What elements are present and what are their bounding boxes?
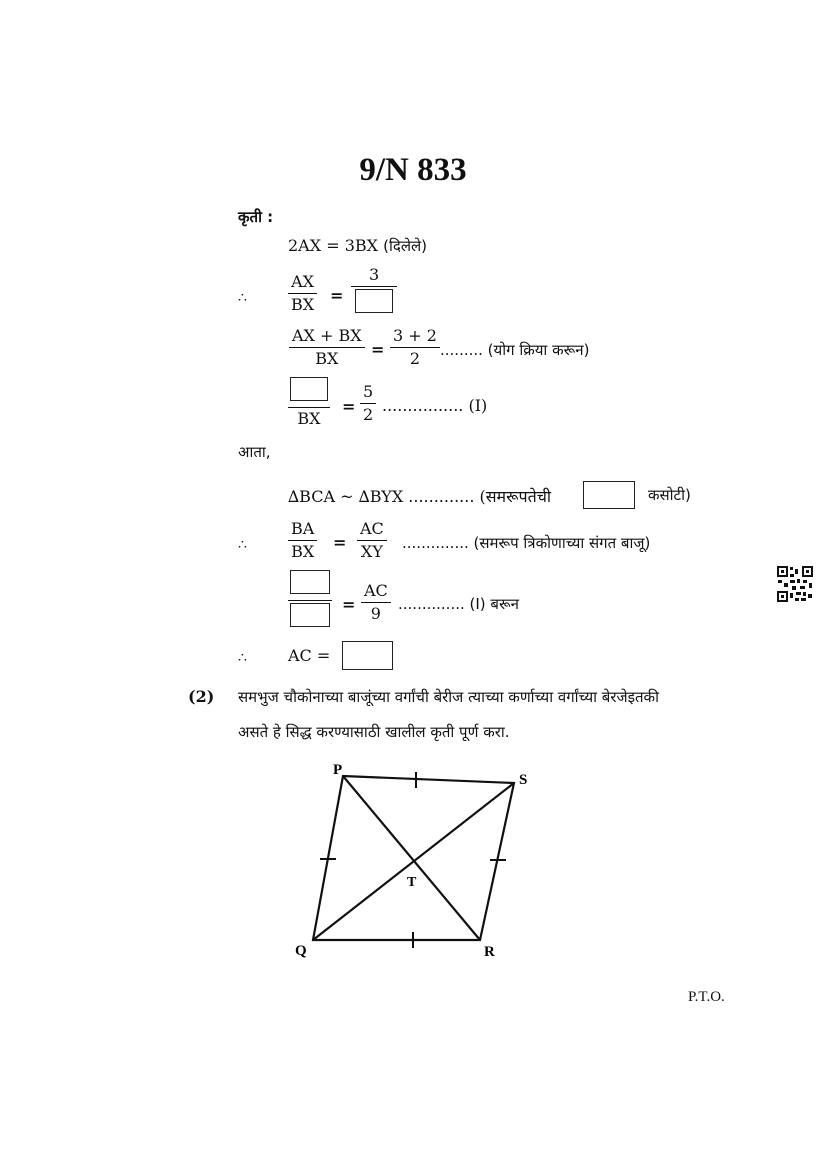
answer-box[interactable] — [290, 377, 328, 401]
therefore-symbol: ∴ — [238, 290, 247, 306]
question-number: (2) — [188, 687, 215, 706]
rhombus-figure — [280, 755, 540, 965]
given-equation — [288, 236, 427, 256]
question-text-line2: असते हे सिद्ध करण्यासाठी खालील कृती पूर्ण करा. — [238, 723, 510, 741]
intersection-t: T — [407, 875, 417, 890]
numerator: 5 — [360, 383, 376, 404]
fraction-3-plus-2 — [390, 327, 440, 368]
criterion-suffix: कसोटी) — [648, 486, 691, 504]
denominator: BX — [291, 295, 315, 314]
numerator: AC — [357, 520, 387, 541]
diagonal-pr — [343, 776, 480, 940]
numerator: 3 — [351, 266, 397, 287]
step-note: .............. (समरूप त्रिकोणाच्या संगत बाजू) — [402, 534, 651, 552]
denominator: 9 — [370, 604, 381, 623]
kruti-label: कृती : — [238, 208, 274, 226]
similarity-expression: ∆BCA ~ ∆BYX ............. (समरूपतेची — [288, 487, 552, 506]
equals-sign: = — [371, 340, 385, 359]
step-note: ................ (I) — [382, 396, 488, 415]
denominator: 2 — [409, 349, 421, 368]
fraction-5-over-2 — [360, 383, 376, 424]
therefore-symbol: ∴ — [238, 650, 247, 666]
given-expression: 2AX = 3BX — [288, 236, 379, 255]
denominator: BX — [291, 542, 315, 561]
numerator: BA — [288, 520, 317, 541]
fraction-ba-bx — [288, 520, 317, 561]
step-note: .............. (I) बरून — [398, 595, 519, 613]
fraction-box-over-bx — [288, 377, 330, 428]
equals-sign: = — [342, 397, 356, 416]
vertex-r: R — [484, 944, 495, 960]
pto-label: P.T.O. — [688, 989, 725, 1005]
answer-box[interactable] — [355, 289, 393, 313]
similarity-statement — [288, 485, 551, 507]
fraction-ac-xy — [357, 520, 387, 561]
vertex-p: P — [333, 762, 343, 778]
page-code: 9/N 833 — [359, 152, 467, 188]
denominator: XY — [360, 542, 383, 561]
aata-label: आता, — [238, 443, 271, 461]
equals-sign: = — [342, 595, 356, 614]
qr-code-icon — [776, 565, 814, 603]
numerator: AX + BX — [289, 327, 365, 348]
fraction-ax-bx — [288, 273, 317, 314]
answer-box[interactable] — [290, 603, 330, 627]
denominator: 2 — [363, 405, 374, 424]
numerator: AX — [288, 273, 317, 294]
numerator: 3 + 2 — [390, 327, 440, 348]
fraction-ac-9 — [361, 582, 391, 623]
criterion-box[interactable] — [583, 481, 635, 509]
equals-sign: = — [333, 533, 347, 552]
ac-answer-box[interactable] — [342, 641, 393, 670]
step-note: ......... (योग क्रिया करून) — [440, 341, 590, 359]
given-note: (दिलेले) — [383, 237, 428, 255]
equals-sign: = — [330, 286, 344, 305]
denominator: BX — [315, 349, 339, 368]
numerator: AC — [361, 582, 391, 603]
fraction-box-over-box — [288, 570, 332, 631]
vertex-s: S — [519, 772, 528, 788]
question-text-line1: समभुज चौकोनाच्या बाजूंच्या वर्गांची बेरीज त्याच्या कर्णाच्या वर्गांच्या बेरजेइतकी — [238, 688, 659, 706]
diagonal-sq — [313, 783, 514, 940]
vertex-q: Q — [295, 943, 307, 959]
ac-expression: AC = — [288, 646, 331, 665]
fraction-3-over-box — [351, 266, 397, 317]
denominator: BX — [297, 409, 321, 428]
therefore-symbol: ∴ — [238, 537, 247, 553]
answer-box[interactable] — [290, 570, 330, 594]
fraction-sum — [289, 327, 365, 368]
